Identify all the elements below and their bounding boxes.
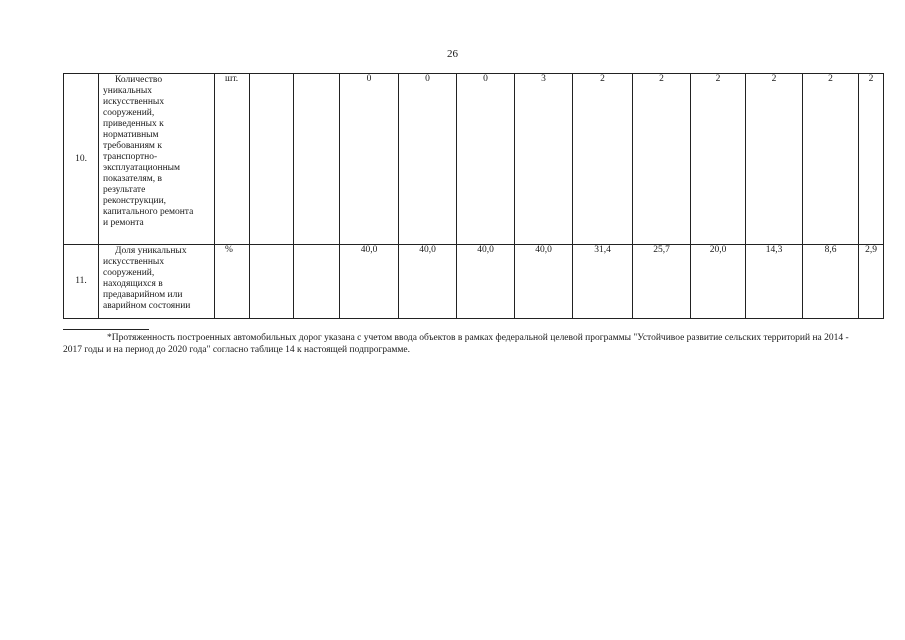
value-cell: 31,4 — [573, 245, 633, 319]
value-cell: 0 — [457, 74, 515, 245]
unit-cell: % — [215, 245, 250, 319]
value-cell: 2 — [691, 74, 746, 245]
footnote: *Протяженность построенных автомобильных дорог указана с учетом ввода объектов в рамках федеральной целевой программы "Устойчивое развитие сельских территорий на 2014 - 2017 годы и на период до 2020 года" согласно таблице 14 к настоящей подпрограмме. — [63, 333, 849, 355]
table-row — [64, 74, 884, 245]
value-cell — [250, 74, 294, 245]
indicators-table — [63, 73, 884, 319]
table-row — [64, 245, 884, 319]
value-cell — [294, 245, 340, 319]
value-cell: 8,6 — [803, 245, 859, 319]
value-cell: 25,7 — [633, 245, 691, 319]
value-cell: 40,0 — [340, 245, 399, 319]
value-cell: 40,0 — [399, 245, 457, 319]
value-cell: 40,0 — [515, 245, 573, 319]
row-number: 10. — [64, 74, 99, 245]
value-cell: 2,9 — [859, 245, 884, 319]
value-cell: 2 — [746, 74, 803, 245]
footnote-divider — [63, 329, 149, 330]
value-cell: 3 — [515, 74, 573, 245]
value-cell: 2 — [859, 74, 884, 245]
value-cell: 20,0 — [691, 245, 746, 319]
unit-cell: шт. — [215, 74, 250, 245]
indicator-name: Доля уникальных искусственных сооружений, находящихся в предаварийном или аварийном состоянии — [99, 245, 215, 319]
value-cell: 0 — [399, 74, 457, 245]
indicator-name: Количество уникальных искусственных сооружений, приведенных к нормативным требованиям к транспортно- эксплуатационным показателям, в результате реконструкции, капитального ремонта и ремонта — [99, 74, 215, 245]
value-cell: 40,0 — [457, 245, 515, 319]
value-cell: 2 — [803, 74, 859, 245]
value-cell: 2 — [633, 74, 691, 245]
page-number: 26 — [447, 48, 458, 60]
value-cell — [294, 74, 340, 245]
value-cell: 0 — [340, 74, 399, 245]
value-cell: 2 — [573, 74, 633, 245]
value-cell: 14,3 — [746, 245, 803, 319]
value-cell — [250, 245, 294, 319]
row-number: 11. — [64, 245, 99, 319]
